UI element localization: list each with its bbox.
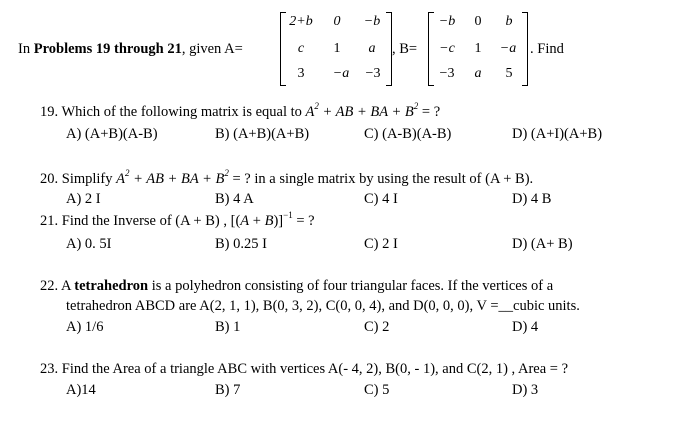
matrix-cell: c — [297, 41, 305, 56]
option-d[interactable]: D) 3 — [512, 382, 539, 398]
option-c[interactable]: C) 2 — [364, 319, 390, 335]
option-c[interactable]: C) (A-B)(A-B) — [364, 126, 452, 142]
option-c[interactable]: C) 5 — [364, 382, 390, 398]
question-text-line2: tetrahedron ABCD are A(2, 1, 1), B(0, 3, 2), C(0, 0, 4), and D(0, 0, 0), V =__cubic units. — [66, 298, 580, 314]
matrix-cell: −b — [363, 14, 381, 29]
matrix-cell: 1 — [333, 41, 341, 56]
intro-find: . Find — [530, 41, 564, 57]
option-a[interactable]: A) 1/6 — [66, 319, 104, 335]
option-b[interactable]: B) 0.25 I — [215, 236, 267, 252]
option-d[interactable]: D) 4 — [512, 319, 539, 335]
matrix-cell: 3 — [297, 66, 305, 81]
option-a[interactable]: A) 2 I — [66, 191, 101, 207]
matrix-cell: 1 — [474, 41, 482, 56]
intro-text: In Problems 19 through 21, given A= — [18, 41, 243, 57]
matrix-cell: a — [474, 66, 482, 81]
question-text: 21. Find the Inverse of (A + B) , $[(A + B)]^{-1}$ = ? — [40, 210, 315, 229]
matrix-cell: 0 — [474, 14, 482, 29]
option-b[interactable]: B) 1 — [215, 319, 241, 335]
matrix-cell: −a — [499, 41, 517, 56]
matrix-cell: a — [368, 41, 376, 56]
matrix-cell: 0 — [333, 14, 341, 29]
option-c[interactable]: C) 2 I — [364, 236, 398, 252]
matrix-cell: b — [505, 14, 513, 29]
question-text: 22. A tetrahedron is a polyhedron consisting of four triangular faces. If the vertices of a — [40, 278, 554, 294]
matrix-cell: 5 — [505, 66, 513, 81]
option-a[interactable]: A) (A+B)(A-B) — [66, 126, 158, 142]
option-d[interactable]: D) 4 B — [512, 191, 552, 207]
matrix-cell: −b — [438, 14, 456, 29]
option-a[interactable]: A)14 — [66, 382, 96, 398]
option-d[interactable]: D) (A+I)(A+B) — [512, 126, 603, 142]
matrix-cell: −3 — [365, 66, 381, 81]
question-text: 20. Simplify $A^2$ + AB + BA + $B^2$ = ? in a single matrix by using the result of (A + B). — [40, 168, 534, 187]
matrix-cell: −3 — [439, 66, 455, 81]
option-d[interactable]: D) (A+ B) — [512, 236, 573, 252]
option-b[interactable]: B) 7 — [215, 382, 241, 398]
option-c[interactable]: C) 4 I — [364, 191, 398, 207]
intro-b-label: , B= — [392, 41, 418, 57]
option-b[interactable]: B) 4 A — [215, 191, 254, 207]
question-text: 19. Which of the following matrix is equal to $A^2$ + AB + BA + $B^2$ = ? — [40, 101, 441, 120]
matrix-cell: −a — [332, 66, 350, 81]
option-b[interactable]: B) (A+B)(A+B) — [215, 126, 310, 142]
option-a[interactable]: A) 0. 5I — [66, 236, 112, 252]
matrix-cell: 2+b — [289, 14, 313, 29]
question-text: 23. Find the Area of a triangle ABC with vertices A(- 4, 2), B(0, - 1), and C(2, 1) , Area = ? — [40, 361, 569, 377]
matrix-cell: −c — [439, 41, 455, 56]
